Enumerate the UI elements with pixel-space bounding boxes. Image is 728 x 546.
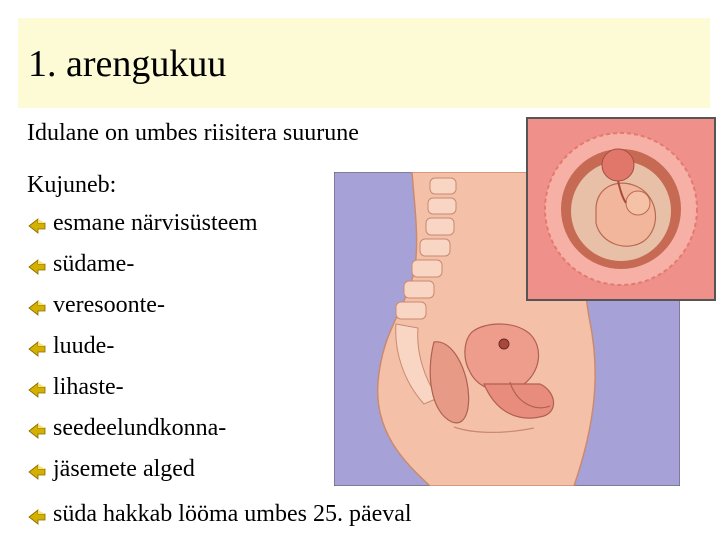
list-item-text: veresoonte- <box>53 292 165 318</box>
list-item-text: lihaste- <box>53 374 124 400</box>
list-item-text: seedeelundkonna- <box>53 415 227 441</box>
slide-title: 1. arengukuu <box>28 43 227 85</box>
list-item-text: luude- <box>53 333 115 359</box>
list-item-text: süda hakkab lööma umbes 25. päeval <box>53 501 412 527</box>
list-item-text: südame- <box>53 251 135 277</box>
intro-text: Kujuneb: <box>27 172 117 198</box>
list-item <box>27 499 412 540</box>
arrow-bullet-icon <box>27 216 47 234</box>
arrow-bullet-icon <box>27 507 47 525</box>
list-item-text: esmane närvisüsteem <box>53 210 258 236</box>
arrow-bullet-icon <box>27 462 47 480</box>
arrow-bullet-icon <box>27 298 47 316</box>
slide-subtitle: Idulane on umbes riisitera suurune <box>27 120 359 146</box>
arrow-bullet-icon <box>27 257 47 275</box>
list-item-text: jäsemete alged <box>53 456 195 482</box>
title-bar <box>18 18 710 108</box>
arrow-bullet-icon <box>27 380 47 398</box>
arrow-bullet-icon <box>27 339 47 357</box>
embryo-inset-image <box>526 117 716 301</box>
arrow-bullet-icon <box>27 421 47 439</box>
